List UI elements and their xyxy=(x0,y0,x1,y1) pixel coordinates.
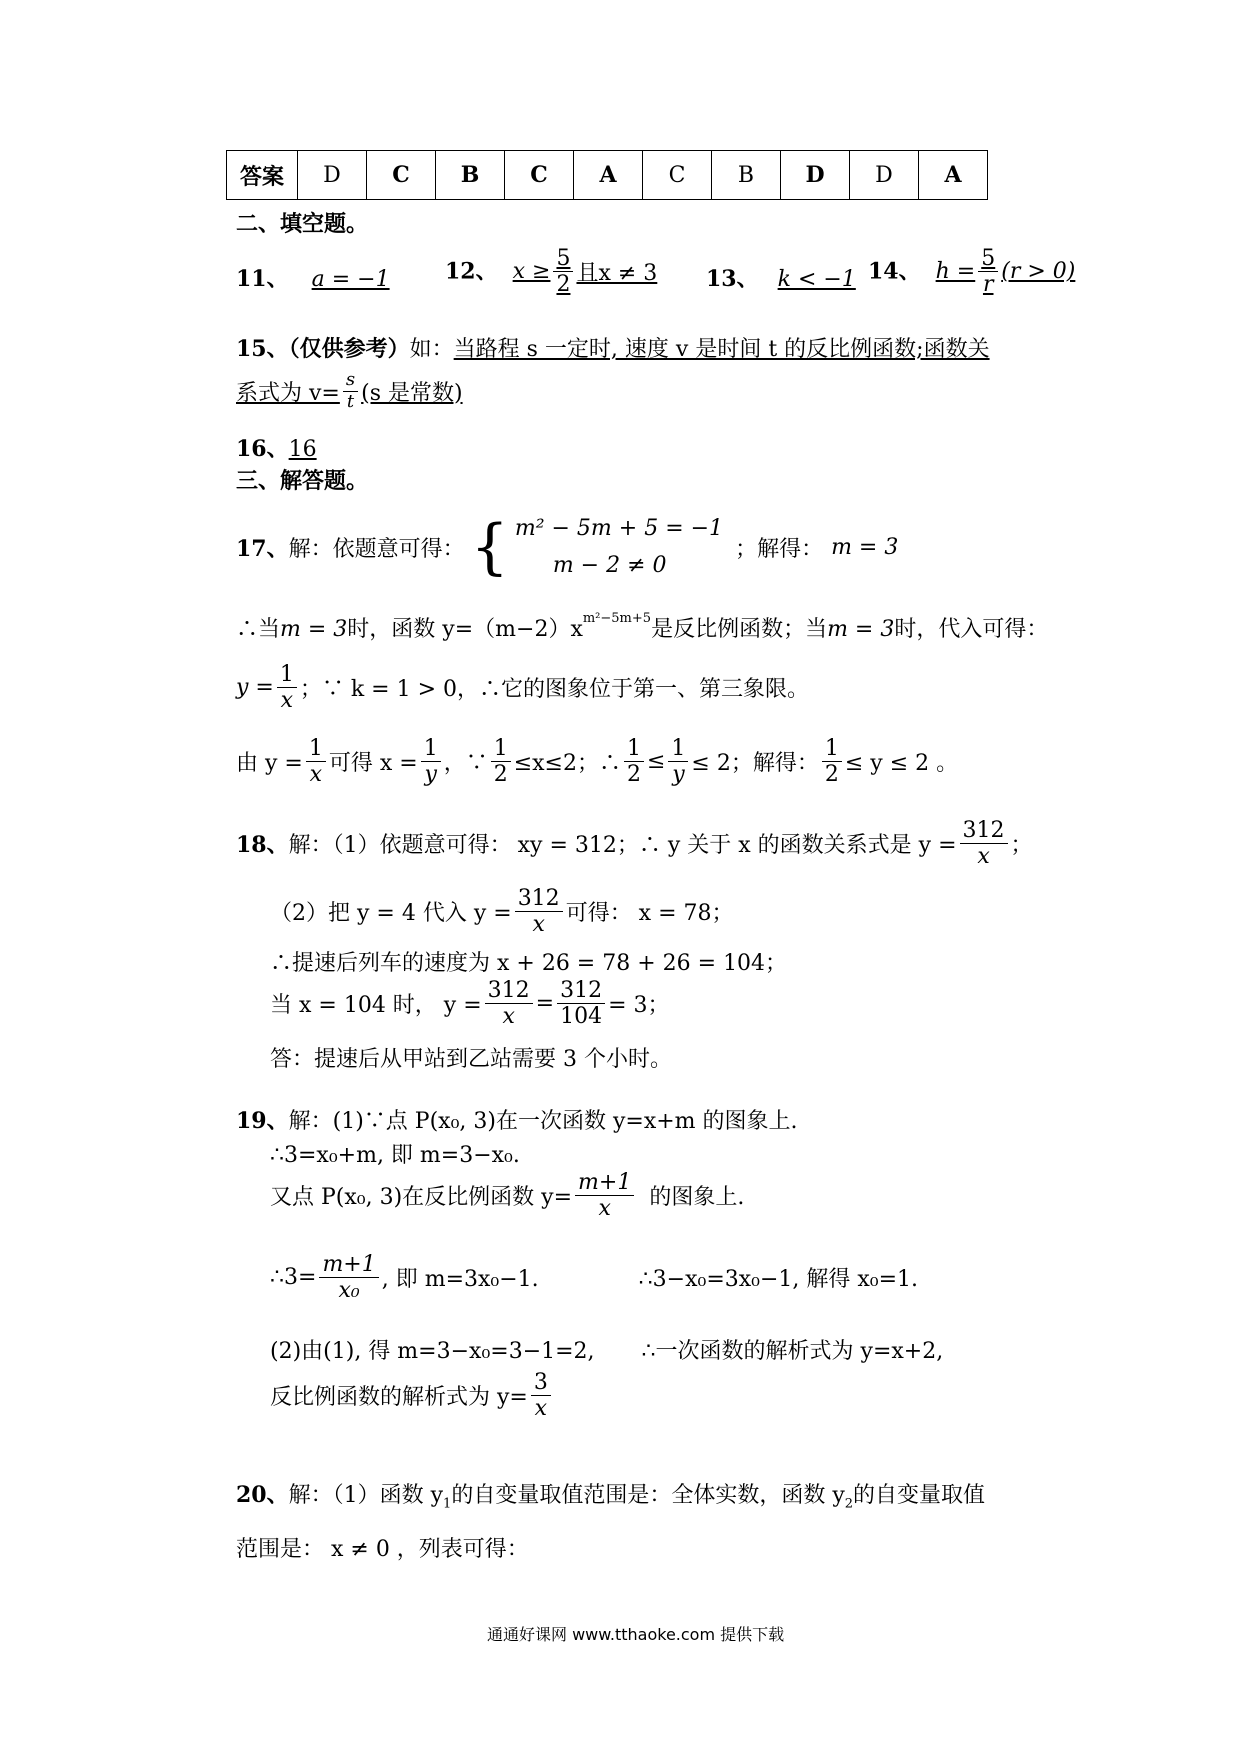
num: 1 xyxy=(277,662,297,688)
q13-number: 13、 xyxy=(706,266,759,292)
q15-answer-line2a: 系式为 v= xyxy=(236,380,340,406)
q19-line6 xyxy=(270,1370,554,1422)
q17-system xyxy=(515,510,723,585)
q18-l2a: （2）把 y = 4 代入 y = xyxy=(270,901,512,927)
q17-l4e: ≤ xyxy=(646,749,666,775)
answer-cell: B xyxy=(436,151,505,200)
answer-cell: C xyxy=(505,151,574,200)
q20-l1c: 的自变量取值 xyxy=(853,1483,986,1508)
q14-denominator: r xyxy=(982,272,994,298)
q19-l1: 解：(1)∵点 P(x₀, 3)在一次函数 y=x+m 的图象上. xyxy=(288,1109,798,1134)
num: m+1 xyxy=(575,1170,634,1196)
frac xyxy=(624,736,644,788)
answer-cell: B xyxy=(712,151,781,200)
q17-line2 xyxy=(236,612,1048,643)
q16-answer: 16 xyxy=(288,437,317,462)
q14 xyxy=(868,246,1075,298)
page-footer: 通通好课网 www.tthaoke.com 提供下载 xyxy=(487,1625,785,1644)
q19-l5b: ∴一次函数的解析式为 y=x+2, xyxy=(641,1339,944,1364)
q19-line5 xyxy=(270,1334,943,1365)
q12-answer xyxy=(513,246,658,298)
q20-l1a: 解：（1）函数 y xyxy=(288,1483,444,1508)
den: x xyxy=(534,1396,548,1422)
q20-l1b: 的自变量取值范围是：全体实数，函数 y xyxy=(451,1483,845,1508)
q13 xyxy=(706,262,856,293)
q17-l2c: 是反比例函数；当 xyxy=(651,617,828,642)
frac xyxy=(421,736,441,788)
frac xyxy=(668,736,688,788)
q17-l2m: m = 3 xyxy=(280,617,348,642)
q19-line4 xyxy=(270,1252,918,1304)
den: y xyxy=(672,762,685,788)
q17-line1 xyxy=(236,510,898,585)
q18-line1 xyxy=(236,818,1033,870)
q19-line2: ∴3=x₀+m, 即 m=3−x₀. xyxy=(270,1143,520,1168)
q17-l2d: 时，代入可得： xyxy=(894,617,1049,642)
q19-l6a: 反比例函数的解析式为 y= xyxy=(270,1385,528,1411)
q14-number: 14、 xyxy=(868,258,921,285)
answer-cell: C xyxy=(367,151,436,200)
q15-line2 xyxy=(236,370,463,412)
q17-l3-fraction xyxy=(277,662,297,714)
q15-number: 15、 xyxy=(236,336,289,362)
q19-number: 19、 xyxy=(236,1108,289,1134)
answer-cell: D xyxy=(781,151,850,200)
q19-line3 xyxy=(270,1170,744,1222)
q17-solve: ；解得： xyxy=(735,536,824,562)
answer-cell: A xyxy=(919,151,988,200)
q17-line3 xyxy=(236,662,809,714)
q17-l4f: ≤ 2；解得： xyxy=(691,751,819,777)
den: x xyxy=(309,762,323,788)
answer-cell: D xyxy=(298,151,367,200)
den: 2 xyxy=(626,762,641,788)
q20-number: 20、 xyxy=(236,1482,289,1508)
q19-l4b: , 即 m=3x₀−1. xyxy=(381,1267,539,1293)
q11 xyxy=(236,262,390,293)
frac xyxy=(485,978,533,1030)
q12-number: 12、 xyxy=(445,258,498,285)
section-title-fill-in: 二、填空题。 xyxy=(236,211,369,237)
frac xyxy=(822,736,842,788)
answer-table-header: 答案 xyxy=(227,151,298,200)
q18-l2b: 可得： x = 78； xyxy=(565,901,734,927)
q17-l4c: ，∵ xyxy=(443,751,488,777)
num: 3 xyxy=(531,1370,551,1396)
q17-l4d: ≤x≤2；∴ xyxy=(513,751,621,777)
q16 xyxy=(236,432,317,463)
frac xyxy=(557,978,605,1030)
q17-l4a: 由 y = xyxy=(236,751,303,777)
den: x xyxy=(502,1004,515,1030)
den: 2 xyxy=(824,762,839,788)
section-title-solutions: 三、解答题。 xyxy=(236,468,369,494)
den: 104 xyxy=(560,1004,603,1030)
q18-number: 18、 xyxy=(236,832,289,859)
q17-solution: m = 3 xyxy=(831,534,899,560)
q17-l4b: 可得 x = xyxy=(328,751,418,777)
q17-equation1: m² − 5m + 5 = −1 xyxy=(514,516,724,541)
q17-l3b: ；∵ k = 1 > 0，∴它的图象位于第一、第三象限。 xyxy=(299,677,810,703)
num: 1 xyxy=(491,736,511,762)
q15-fraction xyxy=(343,370,358,412)
sub1: 1 xyxy=(443,1496,452,1512)
q19-l3a: 又点 P(x₀, 3)在反比例函数 y= xyxy=(270,1185,573,1211)
q12 xyxy=(445,246,657,298)
den: x xyxy=(977,844,990,870)
q12-numerator: 5 xyxy=(553,246,573,272)
q12-x: x ≥ xyxy=(512,259,551,285)
q17-l3a: y = xyxy=(236,675,274,701)
den: x xyxy=(532,912,545,938)
q15-line1 xyxy=(236,332,990,363)
q12-denominator: 2 xyxy=(556,272,571,298)
q14-h: h = xyxy=(935,259,976,285)
q17-exponent: m²−5m+5 xyxy=(582,610,652,626)
q15-numerator: s xyxy=(343,370,358,392)
q17-l2m2: m = 3 xyxy=(827,617,895,642)
q14-fraction xyxy=(978,246,998,298)
q12-rest: 且x ≠ 3 xyxy=(576,261,658,287)
q18-line4 xyxy=(270,978,670,1030)
q15-answer-line2b: (s 是常数) xyxy=(361,380,463,406)
q18-line2 xyxy=(270,886,734,938)
q13-answer: k < −1 xyxy=(777,267,856,292)
answer-cell: A xyxy=(574,151,643,200)
q17-l2a: ∴当 xyxy=(236,617,281,642)
q17-l2b: 时，函数 y=（m−2）x xyxy=(347,617,583,642)
q18-l1b: xy = 312；∴ y 关于 x 的函数关系式是 y = xyxy=(517,833,957,859)
q19-l4c: ∴3−x₀=3x₀−1, 解得 x₀=1. xyxy=(638,1267,919,1293)
frac xyxy=(491,736,511,788)
q17-lead: 解：依题意可得： xyxy=(288,536,465,562)
den: x xyxy=(598,1196,611,1222)
q14-numerator: 5 xyxy=(978,246,998,272)
q17-number: 17、 xyxy=(236,535,289,562)
q20-line1 xyxy=(236,1478,985,1511)
q17-l4g: ≤ y ≤ 2 。 xyxy=(844,751,959,777)
den: x₀ xyxy=(338,1278,360,1304)
num: 1 xyxy=(624,736,644,762)
frac xyxy=(306,736,326,788)
q16-number: 16、 xyxy=(236,436,289,462)
q14-rest: (r > 0) xyxy=(1001,259,1076,285)
num: 312 xyxy=(485,978,533,1004)
sub2: 2 xyxy=(844,1496,854,1512)
num: 312 xyxy=(515,886,563,912)
num: 1 xyxy=(668,736,688,762)
q20-line2: 范围是： x ≠ 0 ，列表可得： xyxy=(236,1537,529,1562)
q15-answer-line1: 当路程 s 一定时, 速度 v 是时间 t 的反比例函数;函数关 xyxy=(453,337,990,362)
den: x xyxy=(280,688,294,714)
num: 1 xyxy=(822,736,842,762)
q19-l5a: (2)由(1), 得 m=3−x₀=3−1=2, xyxy=(270,1339,595,1364)
den: y xyxy=(424,762,437,788)
answer-table xyxy=(226,150,988,200)
q18-l1a: 解：（1）依题意可得： xyxy=(288,833,512,859)
frac xyxy=(319,1252,378,1304)
q18-line3: ∴提速后列车的速度为 x + 26 = 78 + 26 = 104； xyxy=(270,951,788,976)
q12-fraction xyxy=(553,246,573,298)
answer-cell: C xyxy=(643,151,712,200)
q19-l4a: ∴3= xyxy=(270,1265,317,1291)
q19-l3b: 的图象上. xyxy=(649,1185,745,1211)
frac xyxy=(515,886,563,938)
num: 1 xyxy=(306,736,326,762)
q15-denominator: t xyxy=(346,390,355,412)
eq: = xyxy=(535,991,555,1017)
num: 1 xyxy=(421,736,441,762)
q17-line4 xyxy=(236,736,958,788)
q11-answer: a = −1 xyxy=(311,267,390,292)
num: 312 xyxy=(557,978,605,1004)
den: 2 xyxy=(493,762,508,788)
frac xyxy=(531,1370,551,1422)
num: 312 xyxy=(960,818,1008,844)
semicolon: ； xyxy=(1010,833,1033,859)
q17-equation2: m − 2 ≠ 0 xyxy=(552,553,667,579)
answer-cell: D xyxy=(850,151,919,200)
q18-l4a: 当 x = 104 时， y = xyxy=(270,993,482,1019)
q14-answer xyxy=(936,246,1076,298)
q18-line5: 答：提速后从甲站到乙站需要 3 个小时。 xyxy=(270,1047,672,1072)
q15-note: （仅供参考） xyxy=(288,336,410,362)
brace-symbol: { xyxy=(470,512,509,583)
q11-number: 11、 xyxy=(236,266,289,292)
frac xyxy=(960,818,1008,870)
q18-l4b: = 3； xyxy=(608,993,670,1019)
q19-line1 xyxy=(236,1104,798,1135)
q15-lead: 如： xyxy=(409,337,454,362)
frac xyxy=(575,1170,634,1222)
num: m+1 xyxy=(319,1252,378,1278)
